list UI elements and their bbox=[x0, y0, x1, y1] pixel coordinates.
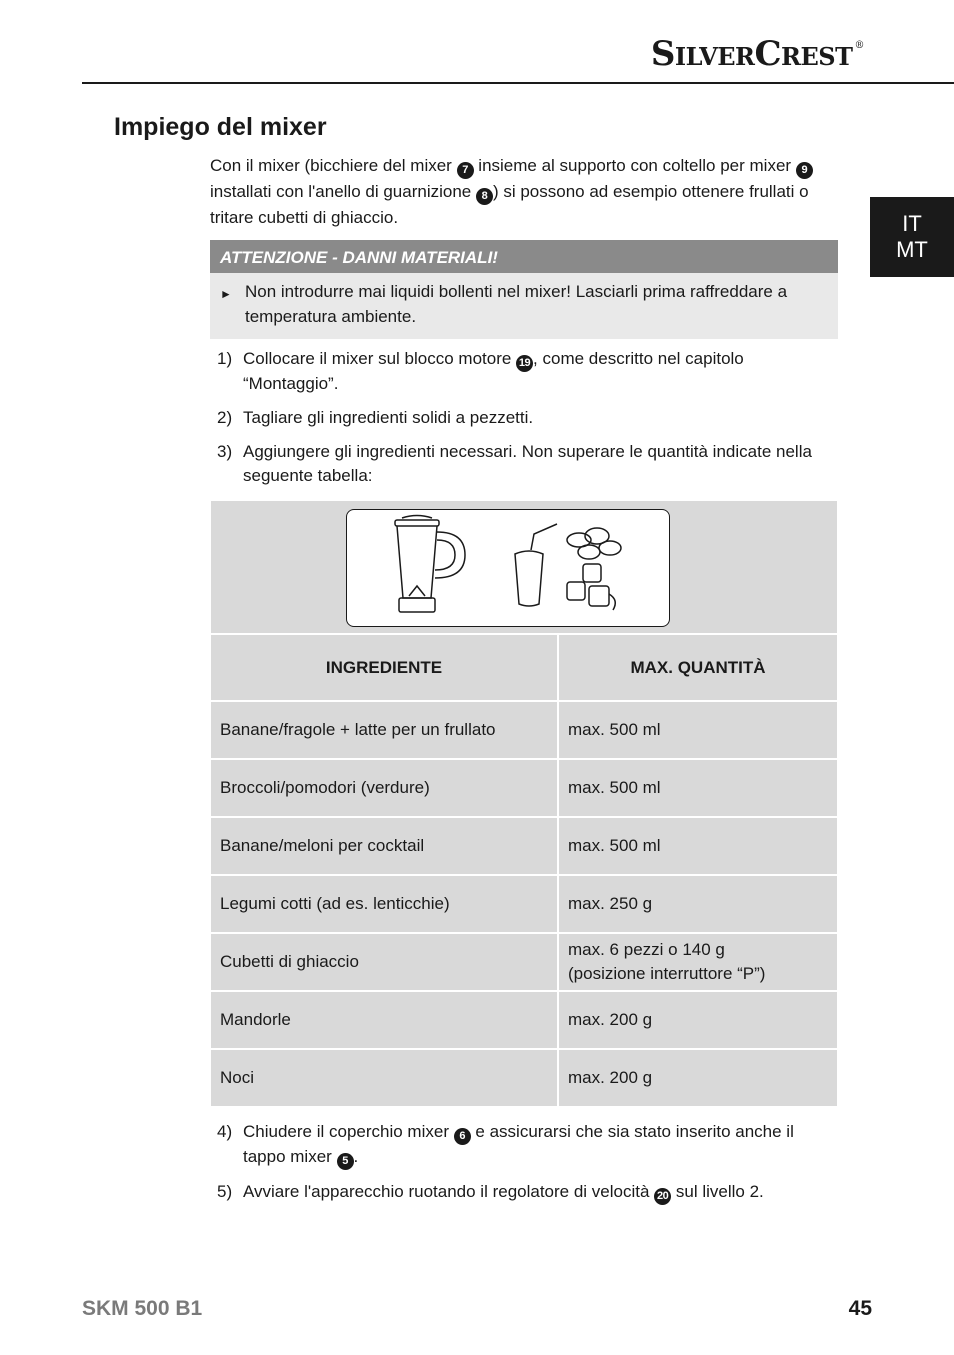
quantity-cell: max. 200 g bbox=[568, 1010, 653, 1029]
step-text: . bbox=[353, 1147, 359, 1166]
step-number: 3) bbox=[217, 442, 233, 461]
page-title: Impiego del mixer bbox=[114, 113, 327, 141]
table-header-row bbox=[211, 635, 837, 702]
step-text: e assicurarsi che sia stato inserito anche il tappo mixer bbox=[243, 1122, 794, 1166]
quantity-table bbox=[211, 501, 837, 1106]
brand-logo bbox=[651, 34, 864, 74]
step-text: sul livello 2. bbox=[671, 1182, 764, 1201]
quantity-line: max. 6 pezzi o 140 g bbox=[568, 940, 725, 959]
step-text: Collocare il mixer sul blocco motore bbox=[243, 349, 517, 368]
intro-text: insieme al supporto con coltello per mixer bbox=[473, 156, 796, 175]
step-text: Aggiungere gli ingredienti necessari. Non superare le quantità indicate nella seguente tabella: bbox=[243, 442, 812, 485]
intro-text: installati con l'anello di guarnizione bbox=[210, 182, 476, 201]
step-item bbox=[217, 1120, 837, 1170]
bullet-arrow-icon: ► bbox=[220, 287, 232, 301]
step-item bbox=[217, 347, 837, 396]
warning-box bbox=[210, 240, 838, 339]
quantity-cell: max. 200 g bbox=[568, 1068, 653, 1087]
language-code-mt: MT bbox=[896, 237, 928, 262]
blender-and-ingredients-icon bbox=[347, 510, 668, 625]
ref-number: 8 bbox=[476, 188, 493, 205]
intro-paragraph bbox=[210, 153, 840, 230]
mixer-illustration bbox=[346, 509, 670, 627]
step-text: Chiudere il coperchio mixer bbox=[243, 1122, 454, 1141]
ref-number: 6 bbox=[454, 1128, 471, 1145]
ingredient-cell: Mandorle bbox=[211, 992, 559, 1048]
quantity-note: (posizione interruttore “P”) bbox=[568, 964, 766, 983]
step-text: , come descritto nel capitolo “Montaggio”. bbox=[243, 349, 744, 393]
language-tab bbox=[870, 197, 954, 277]
ingredient-cell: Banane/meloni per cocktail bbox=[211, 818, 559, 874]
warning-text: Non introdurre mai liquidi bollenti nel mixer! Lasciarli prima raffreddare a temperatura ambiente. bbox=[245, 282, 788, 326]
trademark-symbol: ® bbox=[854, 40, 864, 51]
intro-text: ) si possono ad esempio ottenere frullati o tritare cubetti di ghiaccio. bbox=[210, 182, 809, 227]
intro-text: Con il mixer (bicchiere del mixer bbox=[210, 156, 457, 175]
step-item bbox=[217, 440, 837, 488]
ref-number: 5 bbox=[337, 1153, 354, 1170]
step-text: Avviare l'apparecchio ruotando il regolatore di velocità bbox=[243, 1182, 655, 1201]
column-header-ingredient: INGREDIENTE bbox=[211, 635, 559, 700]
step-number: 4) bbox=[217, 1122, 233, 1141]
column-header-max-quantity: MAX. QUANTITÀ bbox=[630, 657, 766, 677]
step-number: 5) bbox=[217, 1182, 233, 1201]
ingredient-cell: Noci bbox=[211, 1050, 559, 1106]
warning-heading: ATTENZIONE - DANNI MATERIALI! bbox=[210, 240, 838, 273]
table-illustration-row bbox=[211, 501, 837, 635]
quantity-cell bbox=[559, 934, 837, 990]
step-text: Tagliare gli ingredienti solidi a pezzetti. bbox=[243, 408, 534, 427]
page-number: 45 bbox=[848, 1297, 872, 1320]
footer-model-number: SKM 500 B1 bbox=[82, 1297, 203, 1320]
step-item bbox=[217, 1180, 837, 1205]
ingredient-cell: Banane/fragole + latte per un frullato bbox=[211, 702, 559, 758]
ingredient-cell: Cubetti di ghiaccio bbox=[211, 934, 559, 990]
table-row bbox=[211, 702, 837, 760]
ingredient-cell: Broccoli/pomodori (verdure) bbox=[211, 760, 559, 816]
warning-body bbox=[210, 273, 838, 339]
table-row bbox=[211, 760, 837, 818]
brand-name: SilverCrest bbox=[650, 34, 853, 74]
quantity-cell: max. 500 ml bbox=[568, 720, 661, 739]
ref-number: 19 bbox=[516, 355, 533, 372]
step-number: 1) bbox=[217, 349, 233, 368]
steps-list-after-table bbox=[217, 1120, 837, 1215]
ref-number: 9 bbox=[796, 162, 813, 179]
language-code-it: IT bbox=[902, 211, 922, 236]
step-item bbox=[217, 406, 837, 430]
step-number: 2) bbox=[217, 408, 233, 427]
ref-number: 7 bbox=[457, 162, 474, 179]
ingredient-cell: Legumi cotti (ad es. lenticchie) bbox=[211, 876, 559, 932]
table-row bbox=[211, 1050, 837, 1106]
quantity-cell: max. 500 ml bbox=[568, 778, 661, 797]
ref-number: 20 bbox=[654, 1188, 671, 1205]
table-row bbox=[211, 992, 837, 1050]
header-rule bbox=[82, 82, 954, 84]
table-row bbox=[211, 876, 837, 934]
steps-list-before-table bbox=[217, 347, 837, 498]
quantity-cell: max. 250 g bbox=[568, 894, 653, 913]
table-row bbox=[211, 934, 837, 992]
quantity-cell: max. 500 ml bbox=[568, 836, 661, 855]
table-row bbox=[211, 818, 837, 876]
